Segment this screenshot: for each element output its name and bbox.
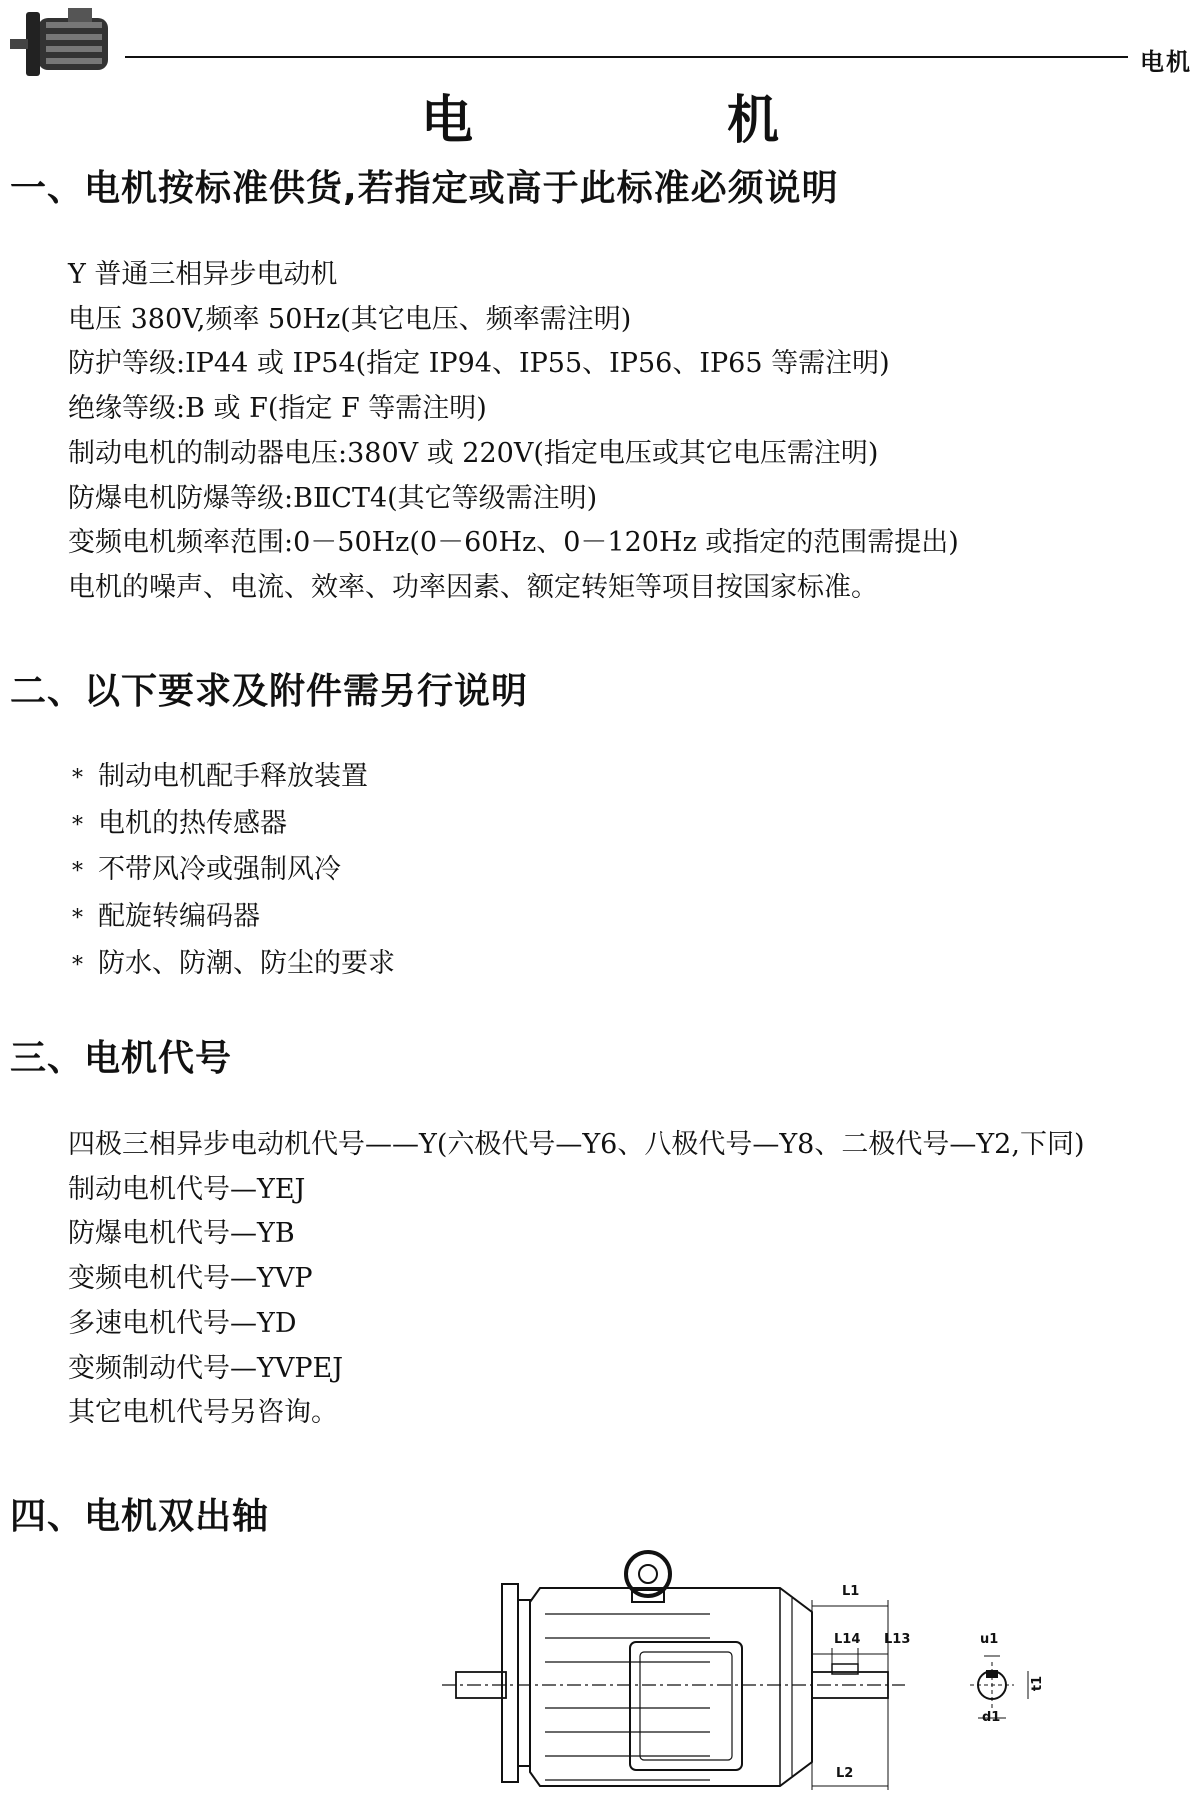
list-item: 制动电机的制动器电压:380V 或 220V(指定电压或其它电压需注明) (68, 437, 879, 469)
bullet-star: * (72, 906, 83, 932)
header-rule (125, 56, 1128, 58)
section-heading-extra-requirements: 二、以下要求及附件需另行说明 (10, 671, 529, 712)
page-title: 电 机 (420, 91, 898, 151)
list-item: 电压 380V,频率 50Hz(其它电压、频率需注明) (68, 303, 632, 335)
dim-label-u1: u1 (980, 1632, 999, 1647)
list-item: 变频电机代号—YVP (68, 1263, 313, 1295)
bullet-star: * (72, 859, 83, 885)
bullet-star: * (72, 766, 83, 791)
list-item: * 防水、防潮、防尘的要求 (72, 942, 395, 989)
section-heading-standard-supply: 一、电机按标准供货,若指定或高于此标准必须说明 (10, 168, 839, 209)
list-item: 其它电机代号另咨询。 (68, 1397, 338, 1429)
list-item: 多速电机代号—YD (68, 1307, 297, 1339)
dim-label-d1: d1 (982, 1710, 1001, 1725)
list-item: Y 普通三相异步电动机 (68, 259, 338, 290)
section-extra-requirements-list (72, 755, 395, 989)
list-item: * 制动电机配手释放装置 (72, 755, 395, 802)
page-header (0, 0, 1200, 90)
dim-label-t1: t1 (1030, 1675, 1046, 1692)
list-item: 电机的噪声、电流、效率、功率因素、额定转矩等项目按国家标准。 (68, 571, 878, 603)
list-item: 变频电机频率范围:0－50Hz(0－60Hz、0－120Hz 或指定的范围需提出) (68, 527, 959, 559)
double-shaft-motor-drawing (420, 1540, 1140, 1792)
section-standard-supply-list (68, 253, 959, 611)
bullet-star: * (72, 952, 83, 978)
list-item: * 不带风冷或强制风冷 (72, 848, 395, 895)
bullet-star: * (72, 812, 83, 838)
dim-label-l13: L13 (884, 1632, 911, 1647)
list-item: * 电机的热传感器 (72, 802, 395, 849)
list-item: 防爆电机代号—YB (68, 1218, 295, 1250)
motor-logo-icon (8, 4, 128, 84)
list-item: 变频制动代号—YVPEJ (68, 1352, 344, 1384)
header-section-label: 电机 (1140, 48, 1192, 76)
dim-label-l1: L1 (842, 1584, 860, 1599)
list-item: 防爆电机防爆等级:BⅡCT4(其它等级需注明) (68, 482, 598, 514)
list-item: 四极三相异步电动机代号——Y(六极代号—Y6、八极代号—Y8、二极代号—Y2,下同) (68, 1129, 1085, 1160)
section-motor-codes-list (68, 1123, 1084, 1436)
dim-label-l2: L2 (836, 1766, 854, 1781)
list-item: * 配旋转编码器 (72, 895, 395, 942)
section-heading-motor-codes: 三、电机代号 (10, 1038, 233, 1079)
list-item: 制动电机代号—YEJ (68, 1173, 306, 1205)
list-item: 绝缘等级:B 或 F(指定 F 等需注明) (68, 393, 487, 425)
dim-label-l14: L14 (834, 1632, 861, 1647)
list-item: 防护等级:IP44 或 IP54(指定 IP94、IP55、IP56、IP65 等需注明) (68, 348, 890, 380)
section-heading-double-shaft: 四、电机双出轴 (10, 1496, 270, 1537)
